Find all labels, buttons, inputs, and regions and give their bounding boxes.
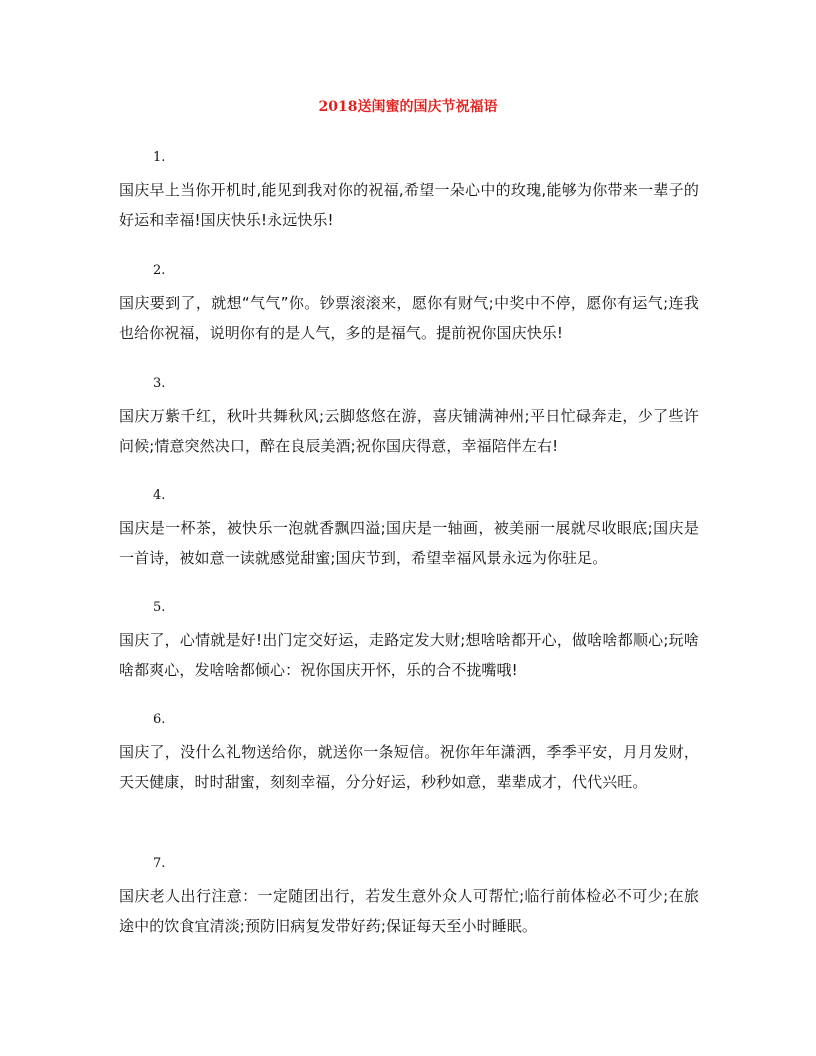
section-7 xyxy=(119,856,699,941)
section-4 xyxy=(119,488,699,573)
section-5 xyxy=(119,600,699,685)
section-text: 国庆要到了，就想“气气”你。钞票滚滚来，愿你有财气;中奖中不停，愿你有运气;连我也给你祝福，说明你有的是人气，多的是福气。提前祝你国庆快乐! xyxy=(119,294,699,342)
section-text: 国庆了，没什么礼物送给你，就送你一条短信。祝你年年潇洒，季季平安，月月发财，天天健康，时时甜蜜，刻刻幸福，分分好运，秒秒如意，辈辈成才，代代兴旺。 xyxy=(119,743,699,791)
section-number: 5. xyxy=(153,600,166,615)
section-text: 国庆万紫千红，秋叶共舞秋风;云脚悠悠在游，喜庆铺满神州;平日忙碌奔走，少了些许问候;情意突然决口，醉在良辰美酒;祝你国庆得意，幸福陪伴左右! xyxy=(119,407,699,455)
section-number: 4. xyxy=(153,488,166,503)
section-number: 7. xyxy=(153,856,166,871)
section-number: 1. xyxy=(153,150,166,165)
page-title: 2018送闺蜜的国庆节祝福语 xyxy=(318,99,498,115)
section-2 xyxy=(119,263,699,348)
section-text: 国庆老人出行注意：一定随团出行，若发生意外众人可帮忙;临行前体检必不可少;在旅途中的饮食宜清淡;预防旧病复发带好药;保证每天至小时睡眠。 xyxy=(119,887,699,935)
section-text: 国庆早上当你开机时,能见到我对你的祝福,希望一朵心中的玫瑰,能够为你带来一辈子的好运和幸福!国庆快乐!永远快乐! xyxy=(119,181,699,229)
section-text: 国庆了，心情就是好!出门定交好运，走路定发大财;想啥啥都开心，做啥啥都顺心;玩啥啥都爽心，发啥啥都倾心：祝你国庆开怀，乐的合不拢嘴哦! xyxy=(119,631,699,679)
section-number: 3. xyxy=(153,376,166,391)
section-number: 6. xyxy=(153,712,166,727)
section-number: 2. xyxy=(153,263,166,278)
section-1 xyxy=(119,150,699,235)
section-text: 国庆是一杯茶，被快乐一泡就香飘四溢;国庆是一轴画，被美丽一展就尽收眼底;国庆是一首诗，被如意一读就感觉甜蜜;国庆节到，希望幸福风景永远为你驻足。 xyxy=(119,519,699,567)
section-3 xyxy=(119,376,699,461)
section-6 xyxy=(119,712,699,797)
